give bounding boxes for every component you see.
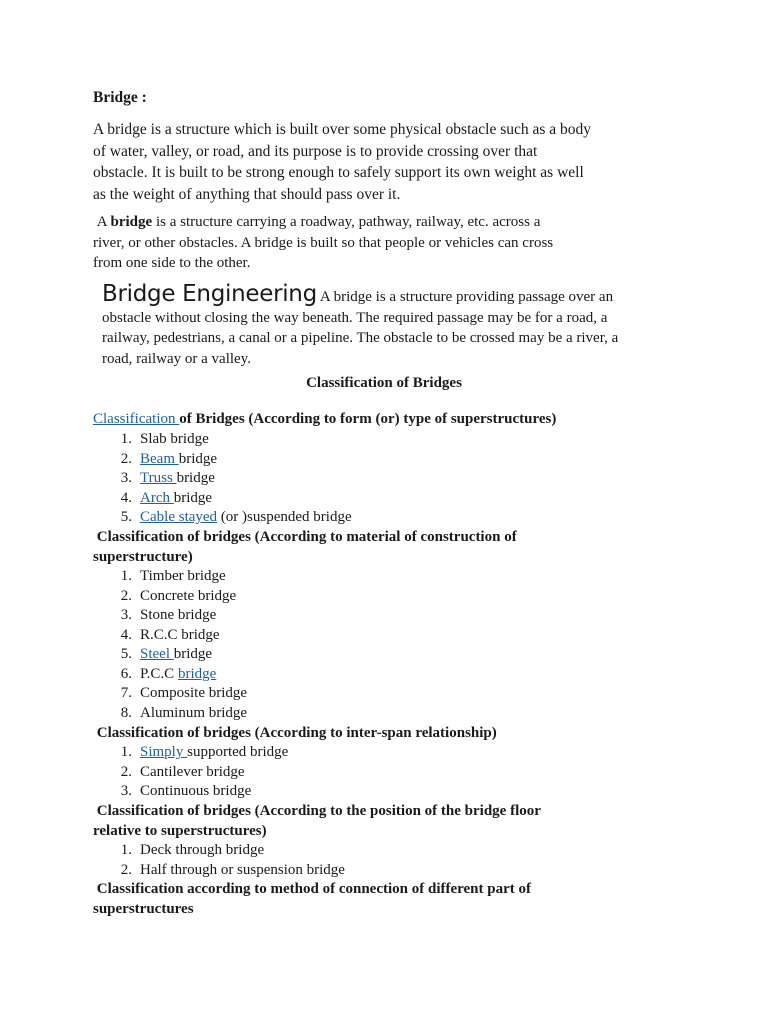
page-heading: Bridge : [93, 89, 147, 106]
section-span-heading: Classification of bridges (According to inter-span relationship) [96, 725, 497, 741]
section-connection-heading [93, 880, 531, 919]
list-item: 5. Steel bridge [120, 646, 213, 662]
list-item: 2. Half through or suspension bridge [120, 861, 345, 878]
engineering-title: Bridge Engineering [102, 281, 317, 307]
simply-link[interactable]: Simply [140, 744, 188, 760]
arch-link[interactable]: Arch [140, 489, 174, 506]
span-list [104, 743, 288, 802]
steel-link[interactable]: Steel [140, 646, 174, 662]
section-form-heading: Classification of Bridges (According to form (or) type of superstructures) [93, 411, 557, 427]
truss-link[interactable]: Truss [140, 470, 177, 486]
list-item: 7. Composite bridge [120, 685, 248, 701]
heading-line: Classification of bridges (According to material of construction of [96, 529, 517, 545]
classification-link[interactable]: Classification [93, 411, 180, 427]
intro-line: A bridge is a structure which is built over some physical obstacle such as a body [93, 121, 592, 138]
heading-line: Classification of bridges (According to the position of the bridge floor [96, 803, 541, 819]
floor-list [104, 841, 345, 880]
list-item: 1. Slab bridge [120, 431, 209, 447]
list-item: 1. Simply supported bridge [120, 744, 289, 760]
intro-line: of water, valley, or road, and its purpose is to provide crossing over that [93, 142, 538, 160]
form-list [104, 430, 352, 528]
intro-line: as the weight of anything that should pass over it. [93, 185, 401, 203]
list-item: 8. Aluminum bridge [120, 704, 248, 721]
list-item: 4. R.C.C bridge [120, 626, 220, 643]
intro-line: obstacle. It is built to be strong enough to safely support its own weight as well [93, 164, 584, 181]
heading-line: Classification according to method of connection of different part of [96, 881, 532, 897]
bridge-term: bridge [110, 214, 153, 230]
heading-line: superstructure) [93, 548, 193, 565]
definition-line: A bridge is a structure carrying a roadway, pathway, railway, etc. across a [96, 214, 541, 230]
list-item: 3. Continuous bridge [120, 783, 252, 799]
section-material-heading [93, 528, 517, 567]
engineering-paragraph [102, 282, 618, 369]
engineering-line: road, railway or a valley. [102, 350, 251, 367]
list-item: 2. Concrete bridge [120, 587, 237, 604]
list-item: 2. Cantilever bridge [120, 763, 245, 780]
list-item: 1. Deck through bridge [120, 842, 265, 858]
heading-line: relative to superstructures) [93, 822, 267, 839]
material-list [104, 567, 247, 723]
intro-paragraph [93, 119, 591, 205]
list-item: 6. P.C.C bridge [120, 665, 217, 682]
list-item: 3. Stone bridge [120, 607, 217, 623]
list-item: 3. Truss bridge [120, 470, 215, 486]
section-floor-heading [93, 802, 541, 841]
engineering-line: railway, pedestrians, a canal or a pipeline. The obstacle to be crossed may be a river, a [102, 330, 619, 347]
list-item: 5. Cable stayed (or )suspended bridge [120, 509, 352, 525]
list-item: 2. Beam bridge [120, 450, 218, 467]
classification-title: Classification of Bridges [306, 375, 462, 391]
engineering-line: Bridge Engineering A bridge is a structure providing passage over an [102, 281, 614, 307]
definition-paragraph [93, 212, 553, 274]
engineering-line: obstacle without closing the way beneath. The required passage may be for a road, a [102, 310, 608, 326]
list-item: 4. Arch bridge [120, 489, 213, 506]
bridge-link[interactable]: bridge [177, 665, 217, 682]
definition-line: river, or other obstacles. A bridge is built so that people or vehicles can cross [93, 234, 554, 251]
heading-line: superstructures [93, 900, 194, 917]
beam-link[interactable]: Beam [140, 450, 179, 467]
definition-line: from one side to the other. [93, 255, 251, 271]
list-item: 1. Timber bridge [120, 568, 226, 584]
cable-stayed-link[interactable]: Cable stayed [140, 509, 218, 525]
